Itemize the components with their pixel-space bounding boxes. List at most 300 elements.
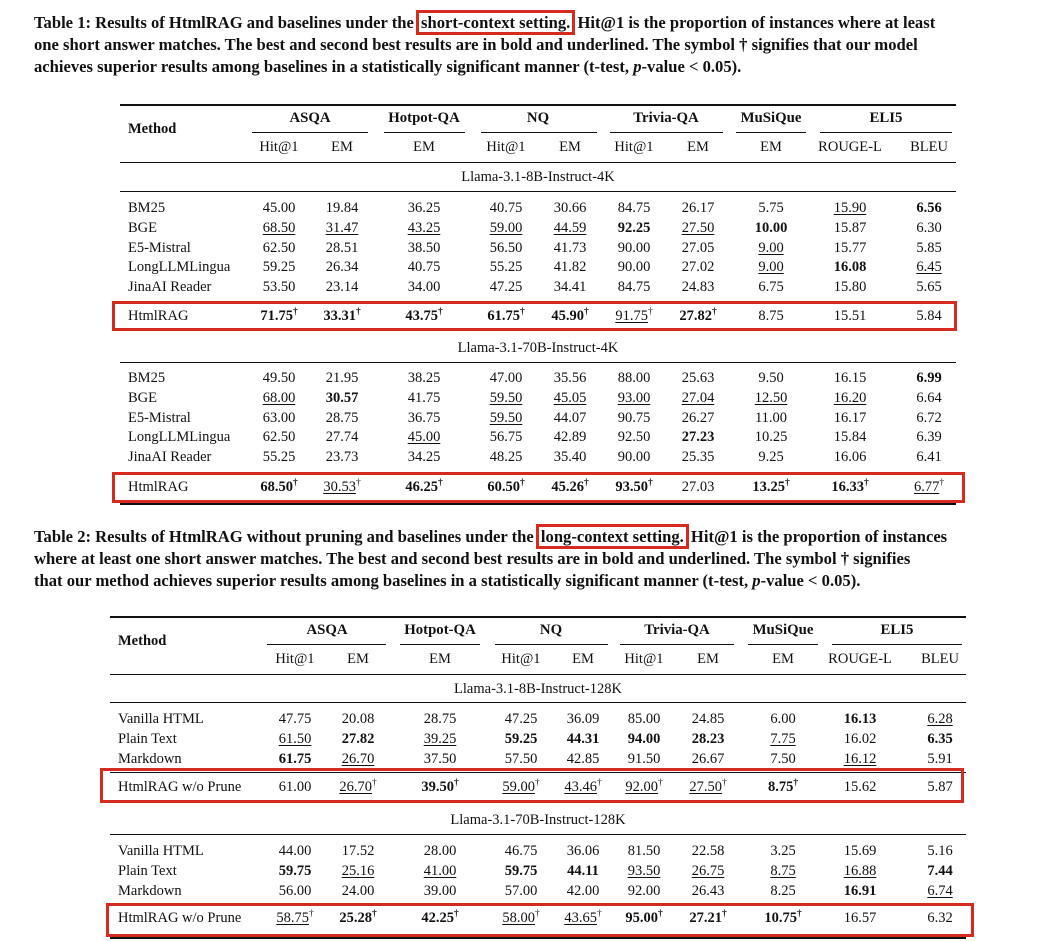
cell-value: 90.00 bbox=[617, 239, 651, 256]
cell-value: 12.50 bbox=[754, 389, 788, 406]
cell-value: 93.00 bbox=[617, 389, 651, 406]
cell-value: 6.00 bbox=[770, 711, 796, 727]
table-cell bbox=[628, 710, 661, 728]
table-cell bbox=[490, 409, 523, 427]
cell-value: 43.65 bbox=[564, 910, 597, 926]
cell-value: 6.39 bbox=[916, 429, 942, 446]
cell-value: 36.09 bbox=[566, 711, 600, 727]
table-cell bbox=[628, 862, 661, 880]
cell-value: 3.25 bbox=[770, 843, 796, 859]
cell-value: 16.12 bbox=[843, 750, 877, 767]
cell-value: 5.75 bbox=[758, 200, 784, 216]
cell-value: 27.21 bbox=[689, 910, 722, 926]
table-cell bbox=[490, 219, 523, 237]
metric-header: EM bbox=[687, 139, 709, 155]
cell-value: 44.59 bbox=[553, 219, 587, 236]
metric-header: EM bbox=[347, 651, 369, 667]
table-cell bbox=[682, 199, 715, 217]
cell-value: 35.40 bbox=[553, 449, 587, 466]
column-group-hotpot-qa: Hotpot-QA bbox=[388, 110, 460, 126]
table-cell bbox=[263, 199, 296, 217]
cell-value: 6.30 bbox=[916, 219, 942, 236]
table-cell bbox=[490, 239, 523, 257]
table-cell bbox=[844, 862, 877, 880]
cell-value: 5.85 bbox=[916, 239, 942, 256]
cell-value: 15.80 bbox=[833, 279, 867, 296]
cell-value: 28.23 bbox=[691, 730, 725, 747]
table-cell bbox=[618, 448, 651, 466]
cell-value: 53.50 bbox=[262, 279, 296, 296]
metric-header: BLEU bbox=[910, 139, 948, 155]
cell-value: 16.33 bbox=[831, 479, 864, 495]
table-cell bbox=[916, 239, 941, 257]
cell-value: 15.87 bbox=[833, 219, 867, 236]
table-rule bbox=[110, 674, 966, 675]
table-rule bbox=[832, 644, 962, 645]
cell-value: 91.75 bbox=[615, 308, 648, 324]
table-cell bbox=[326, 409, 359, 427]
table-cell bbox=[279, 730, 312, 748]
table-cell bbox=[326, 369, 359, 387]
table-cell bbox=[927, 750, 952, 768]
method-name: Markdown bbox=[118, 882, 182, 899]
cell-value: 45.05 bbox=[553, 389, 587, 406]
cell-value: 27.50 bbox=[689, 779, 722, 795]
table-rule bbox=[620, 644, 734, 645]
table-cell bbox=[692, 710, 725, 728]
cell-value: 68.50 bbox=[262, 219, 296, 236]
table-cell bbox=[408, 448, 441, 466]
caption-text: where at least one short answer matches. The best and second best results are in bold and underlined. The symbol † signifies bbox=[34, 549, 911, 568]
cell-value: 46.25 bbox=[405, 479, 438, 495]
cell-value: 23.73 bbox=[325, 449, 359, 466]
cell-value: 6.75 bbox=[758, 279, 784, 296]
caption-text: Table 2: Results of HtmlRAG without pruning and baselines under the bbox=[34, 527, 534, 546]
cell-value: 8.25 bbox=[770, 882, 796, 899]
table-cell bbox=[758, 448, 783, 466]
dagger-mark: † bbox=[371, 909, 377, 919]
cell-value: 28.75 bbox=[325, 409, 359, 426]
cell-value: 6.99 bbox=[916, 370, 942, 386]
table-cell bbox=[927, 862, 952, 880]
cell-value: 46.75 bbox=[504, 843, 538, 859]
dagger-mark: † bbox=[355, 478, 361, 488]
cell-value: 42.25 bbox=[421, 910, 454, 926]
cell-value: 6.35 bbox=[927, 730, 953, 747]
cell-value: 36.75 bbox=[407, 409, 441, 426]
table-cell bbox=[554, 278, 587, 296]
cell-value: 10.75 bbox=[764, 910, 797, 926]
metric-header: Hit@1 bbox=[501, 651, 541, 667]
method-name: LongLLMLingua bbox=[128, 429, 231, 446]
dagger-mark: † bbox=[657, 778, 663, 788]
highlight-box bbox=[112, 472, 965, 503]
method-name: E5-Mistral bbox=[128, 239, 191, 256]
table-cell bbox=[554, 219, 587, 237]
method-name: E5-Mistral bbox=[128, 409, 191, 426]
table-cell bbox=[844, 842, 877, 860]
table-cell bbox=[424, 730, 457, 748]
table-cell bbox=[505, 862, 538, 880]
cell-value: 34.41 bbox=[553, 279, 587, 296]
cell-value: 59.25 bbox=[262, 259, 296, 276]
table-cell bbox=[755, 219, 788, 237]
cell-value: 44.07 bbox=[553, 409, 587, 426]
column-group-asqa: ASQA bbox=[306, 622, 348, 638]
cell-value: 15.69 bbox=[843, 843, 877, 859]
cell-value: 59.75 bbox=[278, 862, 312, 879]
cell-value: 55.25 bbox=[262, 449, 296, 466]
column-group-nq: NQ bbox=[539, 622, 563, 638]
table-rule bbox=[120, 362, 956, 363]
table-cell bbox=[342, 882, 375, 900]
cell-value: 60.50 bbox=[487, 479, 520, 495]
section-title: Llama-3.1-8B-Instruct-128K bbox=[454, 681, 622, 697]
table-rule bbox=[481, 132, 597, 133]
cell-value: 56.50 bbox=[489, 239, 523, 256]
table-cell bbox=[770, 710, 795, 728]
cell-value: 15.62 bbox=[843, 779, 877, 795]
cell-value: 26.70 bbox=[341, 750, 375, 767]
dagger-mark: † bbox=[534, 909, 540, 919]
cell-value: 49.50 bbox=[262, 370, 296, 386]
table-cell bbox=[834, 389, 867, 407]
cell-value: 30.53 bbox=[323, 479, 356, 495]
cell-value: 95.00 bbox=[625, 910, 658, 926]
table-cell bbox=[916, 409, 941, 427]
table-cell bbox=[567, 710, 600, 728]
table-cell bbox=[618, 369, 651, 387]
table-rule bbox=[110, 937, 966, 939]
section-title: Llama-3.1-70B-Instruct-4K bbox=[457, 340, 619, 356]
cell-value: 15.51 bbox=[833, 308, 867, 324]
table-cell bbox=[326, 258, 359, 276]
method-name: BM25 bbox=[128, 200, 166, 216]
caption-text: achieves superior results among baselines in a statistically significant manner (t-test, bbox=[34, 57, 634, 76]
column-group-eli5: ELI5 bbox=[869, 110, 903, 126]
cell-value: 26.75 bbox=[691, 862, 725, 879]
cell-value: 5.91 bbox=[927, 750, 953, 767]
cell-value: 23.14 bbox=[325, 279, 359, 296]
table-cell bbox=[279, 710, 312, 728]
cell-value: 48.25 bbox=[489, 449, 523, 466]
method-name: Plain Text bbox=[118, 730, 177, 747]
cell-value: 88.00 bbox=[617, 370, 651, 386]
cell-value: 16.20 bbox=[833, 389, 867, 406]
method-name: BGE bbox=[128, 389, 157, 406]
dagger-mark: † bbox=[863, 478, 869, 488]
metric-header: EM bbox=[331, 139, 353, 155]
table-cell bbox=[554, 258, 587, 276]
table-cell bbox=[279, 842, 312, 860]
dagger-mark: † bbox=[519, 307, 525, 317]
table-cell bbox=[618, 239, 651, 257]
dagger-mark: † bbox=[657, 909, 663, 919]
section-title: Llama-3.1-8B-Instruct-4K bbox=[461, 169, 615, 185]
cell-value: 10.25 bbox=[754, 429, 788, 446]
table-cell bbox=[692, 730, 725, 748]
cell-value: 10.00 bbox=[754, 219, 788, 236]
cell-value: 91.50 bbox=[627, 750, 661, 767]
dagger-mark: † bbox=[308, 909, 314, 919]
table-rule bbox=[120, 503, 956, 505]
cell-value: 92.25 bbox=[617, 219, 651, 236]
table-cell bbox=[490, 448, 523, 466]
section-title: Llama-3.1-70B-Instruct-128K bbox=[450, 812, 626, 828]
metric-header: Hit@1 bbox=[624, 651, 664, 667]
cell-value: 41.73 bbox=[553, 239, 587, 256]
cell-value: 42.85 bbox=[566, 750, 600, 767]
cell-value: 45.00 bbox=[262, 200, 296, 216]
cell-value: 56.00 bbox=[278, 882, 312, 899]
dagger-mark: † bbox=[437, 307, 443, 317]
table-cell bbox=[342, 862, 375, 880]
cell-value: 24.00 bbox=[341, 882, 375, 899]
table-cell bbox=[326, 278, 359, 296]
highlight-long-context: long-context setting. bbox=[536, 524, 689, 549]
cell-value: 81.50 bbox=[627, 843, 661, 859]
cell-value: 58.75 bbox=[276, 910, 309, 926]
cell-value: 55.25 bbox=[489, 259, 523, 276]
table-cell bbox=[758, 258, 783, 276]
dagger-mark: † bbox=[711, 307, 717, 317]
table-cell bbox=[490, 278, 523, 296]
cell-value: 59.00 bbox=[489, 219, 523, 236]
method-header: Method bbox=[118, 633, 167, 649]
cell-value: 36.25 bbox=[407, 200, 441, 216]
cell-value: 40.75 bbox=[489, 200, 523, 216]
cell-value: 39.00 bbox=[423, 882, 457, 899]
table-cell bbox=[755, 409, 787, 427]
cell-value: 26.70 bbox=[339, 779, 372, 795]
method-name: BGE bbox=[128, 219, 157, 236]
table-cell bbox=[844, 750, 877, 768]
cell-value: 7.50 bbox=[770, 750, 796, 767]
cell-value: 41.00 bbox=[423, 862, 457, 879]
table-rule bbox=[736, 132, 806, 133]
cell-value: 85.00 bbox=[627, 711, 661, 727]
cell-value: 26.34 bbox=[325, 259, 359, 276]
column-group-eli5: ELI5 bbox=[880, 622, 914, 638]
cell-value: 45.90 bbox=[551, 308, 584, 324]
table-cell bbox=[834, 409, 867, 427]
dagger-mark: † bbox=[721, 778, 727, 788]
cell-value: 5.87 bbox=[927, 779, 953, 795]
cell-value: 6.77 bbox=[913, 479, 940, 495]
table-cell bbox=[567, 730, 600, 748]
cell-value: 90.75 bbox=[617, 409, 651, 426]
table-cell bbox=[342, 842, 375, 860]
table2-caption bbox=[34, 526, 1044, 592]
table-cell bbox=[408, 409, 441, 427]
cell-value: 93.50 bbox=[627, 862, 661, 879]
table-cell bbox=[567, 862, 599, 880]
table-cell bbox=[844, 710, 877, 728]
cell-value: 16.91 bbox=[843, 882, 877, 899]
method-name-ours: HtmlRAG w/o Prune bbox=[118, 779, 242, 795]
cell-value: 27.74 bbox=[325, 429, 359, 446]
metric-header: EM bbox=[697, 651, 719, 667]
dagger-mark: † bbox=[355, 307, 361, 317]
dagger-mark: † bbox=[596, 909, 602, 919]
table-rule bbox=[120, 162, 956, 163]
cell-value: 26.67 bbox=[691, 750, 725, 767]
table-cell bbox=[927, 842, 952, 860]
cell-value: 92.00 bbox=[625, 779, 658, 795]
column-group-trivia-qa: Trivia-QA bbox=[644, 622, 710, 638]
caption-text: p bbox=[752, 571, 761, 590]
cell-value: 63.00 bbox=[262, 409, 296, 426]
table-cell bbox=[490, 199, 523, 217]
cell-value: 16.06 bbox=[833, 449, 867, 466]
dagger-mark: † bbox=[292, 478, 298, 488]
cell-value: 34.00 bbox=[407, 279, 441, 296]
cell-value: 5.16 bbox=[927, 843, 953, 859]
cell-value: 16.17 bbox=[833, 409, 867, 426]
highlight-box bbox=[112, 301, 957, 331]
dagger-mark: † bbox=[437, 478, 443, 488]
dagger-mark: † bbox=[939, 478, 945, 488]
table-cell bbox=[326, 239, 359, 257]
table-cell bbox=[834, 428, 867, 446]
cell-value: 16.57 bbox=[843, 910, 877, 926]
dagger-mark: † bbox=[721, 909, 727, 919]
highlight-box bbox=[106, 903, 974, 937]
table-cell bbox=[770, 750, 795, 768]
metric-header: EM bbox=[572, 651, 594, 667]
caption-text: -value < 0.05). bbox=[641, 57, 742, 76]
table-cell bbox=[916, 369, 941, 387]
cell-value: 24.85 bbox=[691, 711, 725, 727]
table-cell bbox=[263, 428, 296, 446]
metric-header: EM bbox=[559, 139, 581, 155]
table-cell bbox=[682, 369, 715, 387]
cell-value: 47.25 bbox=[489, 279, 523, 296]
cell-value: 27.03 bbox=[681, 479, 715, 495]
column-group-trivia-qa: Trivia-QA bbox=[633, 110, 699, 126]
cell-value: 59.75 bbox=[504, 862, 538, 879]
caption-text: -value < 0.05). bbox=[760, 571, 861, 590]
cell-value: 26.27 bbox=[681, 409, 715, 426]
cell-value: 36.06 bbox=[566, 843, 600, 859]
cell-value: 6.45 bbox=[916, 259, 942, 276]
table-cell bbox=[554, 389, 587, 407]
table-cell bbox=[692, 750, 725, 768]
table-cell bbox=[618, 409, 651, 427]
table-cell bbox=[755, 428, 788, 446]
table-cell bbox=[844, 882, 877, 900]
table-cell bbox=[834, 369, 867, 387]
table-cell bbox=[916, 428, 941, 446]
cell-value: 28.75 bbox=[423, 711, 457, 727]
table-cell bbox=[628, 750, 661, 768]
cell-value: 94.00 bbox=[627, 730, 661, 747]
column-group-nq: NQ bbox=[526, 110, 550, 126]
table-cell bbox=[342, 710, 375, 728]
table-cell bbox=[628, 730, 661, 748]
cell-value: 93.50 bbox=[615, 479, 648, 495]
table-cell bbox=[424, 842, 457, 860]
cell-value: 84.75 bbox=[617, 200, 651, 216]
metric-header: Hit@1 bbox=[486, 139, 526, 155]
table-cell bbox=[554, 199, 587, 217]
cell-value: 15.84 bbox=[833, 429, 867, 446]
cell-value: 6.72 bbox=[916, 409, 942, 426]
cell-value: 59.50 bbox=[489, 389, 523, 406]
table-cell bbox=[263, 258, 296, 276]
table-cell bbox=[916, 219, 941, 237]
cell-value: 15.90 bbox=[833, 200, 867, 216]
cell-value: 8.75 bbox=[770, 862, 796, 879]
dagger-mark: † bbox=[796, 909, 802, 919]
table-cell bbox=[834, 448, 867, 466]
method-name: JinaAI Reader bbox=[128, 279, 212, 296]
caption-text: Hit@1 is the proportion of instances where at least bbox=[573, 13, 936, 32]
table-cell bbox=[770, 730, 795, 748]
table-cell bbox=[490, 258, 523, 276]
table-cell bbox=[916, 448, 941, 466]
table-cell bbox=[758, 369, 783, 387]
table-cell bbox=[844, 730, 877, 748]
dagger-mark: † bbox=[534, 778, 540, 788]
caption-text: Hit@1 is the proportion of instances bbox=[686, 527, 948, 546]
table-cell bbox=[408, 428, 441, 446]
cell-value: 15.77 bbox=[833, 239, 867, 256]
dagger-mark: † bbox=[453, 778, 459, 788]
cell-value: 45.00 bbox=[407, 429, 441, 446]
cell-value: 59.50 bbox=[489, 409, 523, 426]
cell-value: 6.64 bbox=[916, 389, 942, 406]
cell-value: 25.35 bbox=[681, 449, 715, 466]
cell-value: 30.66 bbox=[553, 200, 587, 216]
cell-value: 27.04 bbox=[681, 389, 715, 406]
table-cell bbox=[682, 258, 715, 276]
highlight-box bbox=[100, 768, 964, 803]
table-cell bbox=[927, 882, 952, 900]
table-rule bbox=[110, 702, 966, 703]
cell-value: 26.17 bbox=[681, 200, 715, 216]
table-cell bbox=[326, 389, 359, 407]
table-rule bbox=[120, 104, 956, 106]
cell-value: 33.31 bbox=[323, 308, 356, 324]
cell-value: 5.84 bbox=[916, 308, 942, 324]
column-group-musique: MuSiQue bbox=[740, 110, 802, 126]
table-rule bbox=[400, 644, 480, 645]
metric-header: Hit@1 bbox=[259, 139, 299, 155]
table-cell bbox=[682, 409, 715, 427]
column-group-hotpot-qa: Hotpot-QA bbox=[404, 622, 476, 638]
table-cell bbox=[279, 862, 312, 880]
cell-value: 8.75 bbox=[758, 308, 784, 324]
cell-value: 6.32 bbox=[927, 910, 953, 926]
table-cell bbox=[834, 219, 867, 237]
cell-value: 25.16 bbox=[341, 862, 375, 879]
table-cell bbox=[342, 750, 375, 768]
metric-header: ROUGE-L bbox=[828, 651, 892, 667]
cell-value: 20.08 bbox=[341, 711, 375, 727]
cell-value: 38.50 bbox=[407, 239, 441, 256]
caption-text: one short answer matches. The best and second best results are in bold and underlined. The symbol † signifies that our model bbox=[34, 35, 918, 54]
table-rule bbox=[120, 191, 956, 192]
cell-value: 27.02 bbox=[681, 259, 715, 276]
table-cell bbox=[618, 428, 651, 446]
cell-value: 22.58 bbox=[691, 843, 725, 859]
table-cell bbox=[628, 842, 661, 860]
method-header: Method bbox=[128, 121, 177, 137]
method-name: Vanilla HTML bbox=[118, 711, 204, 727]
caption-text: p bbox=[633, 57, 642, 76]
cell-value: 9.00 bbox=[758, 259, 784, 276]
